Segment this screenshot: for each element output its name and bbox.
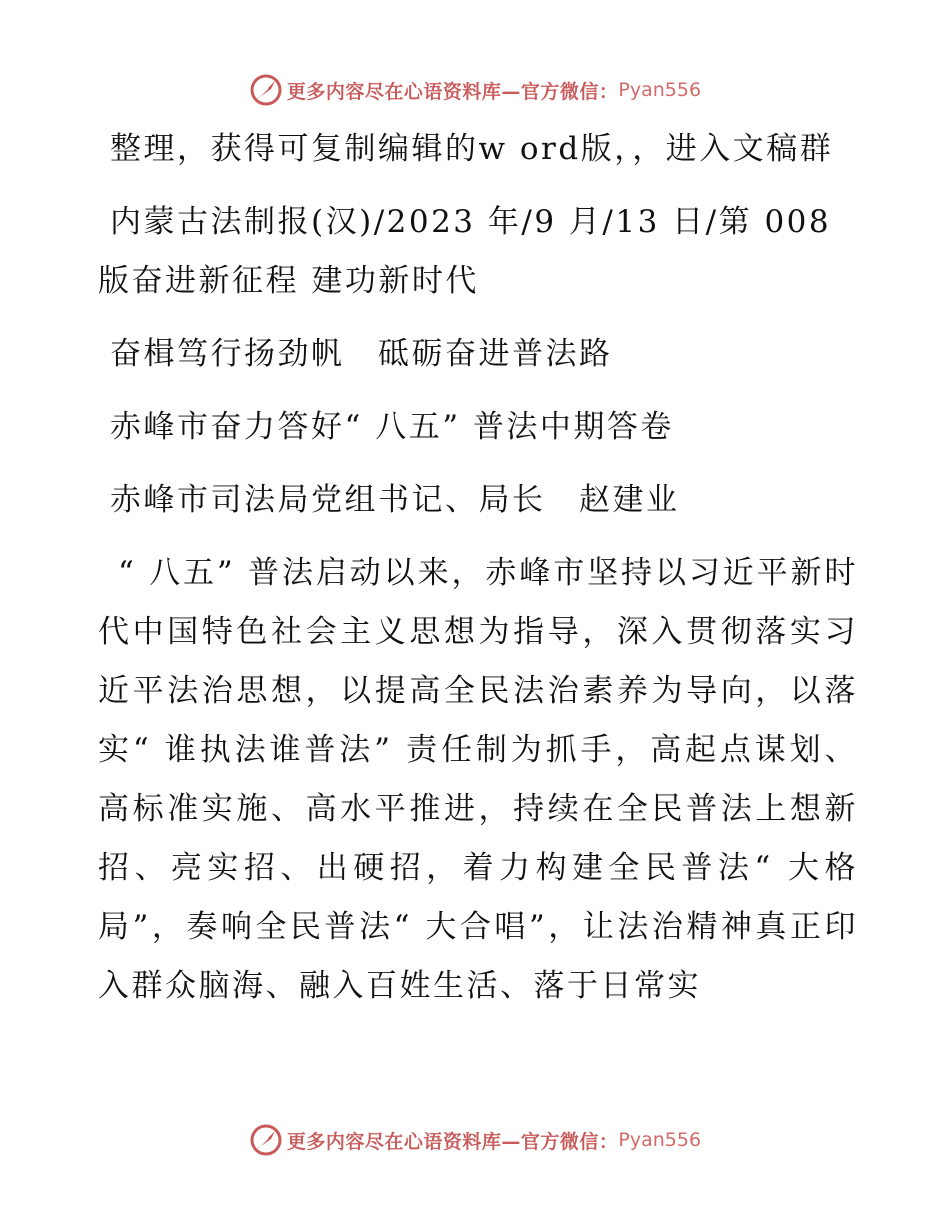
- article-subtitle: 赤峰市奋力答好“ 八五” 普法中期答卷: [110, 409, 674, 445]
- article-title: 奋楫笃行扬劲帆 砥砺奋进普法路: [110, 336, 613, 372]
- author-line: 赤峰市司法局党组书记、局长 赵建业: [110, 482, 680, 518]
- footer-banner: [0, 1120, 950, 1160]
- intro-line: 整理，获得可复制编辑的w ord版，，进入文稿群: [110, 131, 834, 167]
- source-line: 内蒙古法制报(汉)/2023 年/9 月/13 日/第 008版奋进新征程 建功新时代: [98, 204, 832, 299]
- banner-text: 更多内容尽在心语资料库—官方微信：: [286, 80, 619, 103]
- header-banner: [0, 70, 950, 110]
- document-body: [98, 120, 858, 1030]
- banner-text: 更多内容尽在心语资料库—官方微信：: [286, 1130, 619, 1153]
- quill-logo-icon: [249, 73, 283, 107]
- quill-logo-icon: [249, 1123, 283, 1157]
- wechat-id: Pyan556: [618, 1129, 702, 1151]
- wechat-id: Pyan556: [618, 79, 702, 101]
- body-paragraph: “ 八五” 普法启动以来，赤峰市坚持以习近平新时代中国特色社会主义思想为指导，深入贯彻落实习近平法治思想，以提高全民法治素养为导向，以落实“ 谁执法谁普法” 责任制为抓手，高起点谋划、高标准实施、高水平推进，持续在全民普法上想新招、亮实招、出硬招，着力构建全民普法“ 大格局”，奏响全民普法“ 大合唱”，让法治精神真正印入群众脑海、融入百姓生活、落于日常实: [98, 555, 858, 1004]
